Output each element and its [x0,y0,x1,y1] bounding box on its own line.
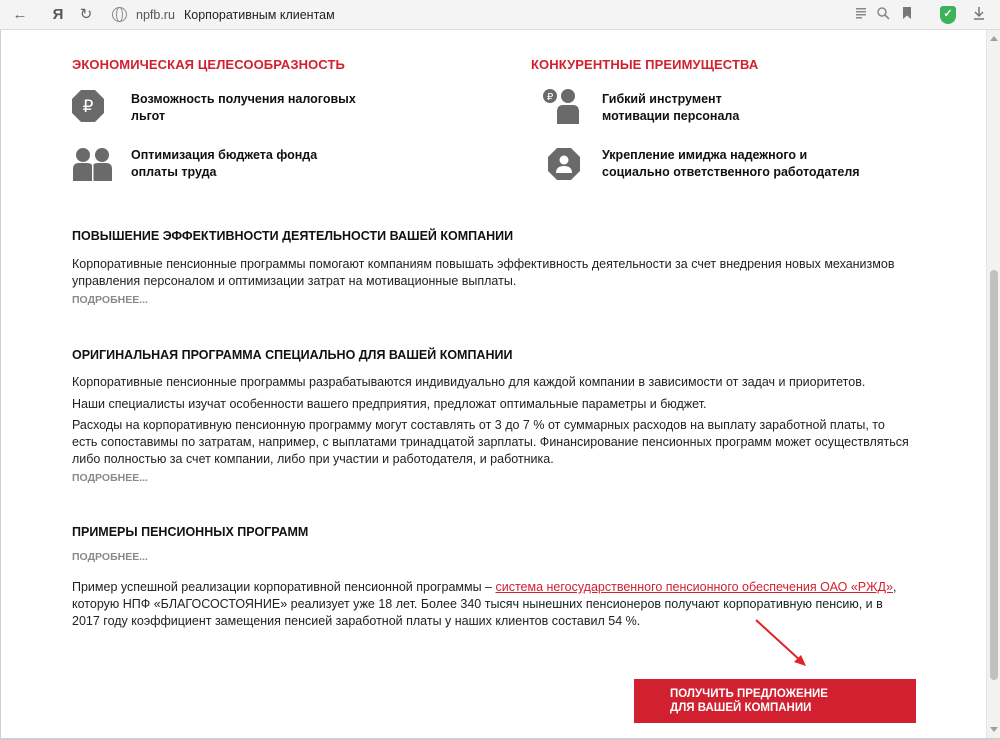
original-more-link[interactable]: ПОДРОБНЕЕ... [72,472,148,484]
get-offer-button[interactable] [634,679,916,723]
feature-motivation [602,91,739,125]
feature-tax-benefits [131,91,356,125]
url-domain[interactable]: npfb.ru [136,8,175,22]
two-people-icon [71,147,115,181]
feature-line: льгот [131,109,166,123]
scroll-up-arrow-icon[interactable] [990,36,998,41]
yandex-logo-icon[interactable]: Я [52,6,64,23]
feature-employer-image [602,147,860,181]
original-paragraph-2: Наши специалисты изучат особенности вашего предприятия, предложат оптимальные параметры и бюджет. [72,397,707,411]
feature-line: Возможность получения налоговых [131,92,356,106]
feature-payroll-optimization [131,147,317,181]
protect-shield-icon[interactable]: ✓ [940,6,956,24]
back-arrow-icon[interactable]: ← [12,6,28,23]
competitive-heading: КОНКУРЕНТНЫЕ ПРЕИМУЩЕСТВА [531,57,759,72]
browser-toolbar [0,0,1000,30]
feature-line: Укрепление имиджа надежного и [602,148,808,162]
original-paragraph-1: Корпоративные пенсионные программы разрабатываются индивидуально для каждой компании в зависимости от задач и приоритетов. [72,375,866,389]
download-icon[interactable] [970,6,988,24]
globe-icon [112,7,127,22]
reload-icon[interactable]: ↻ [79,6,93,23]
ruble-person-icon [541,88,581,124]
ruble-octagon-icon [71,89,105,123]
scroll-down-arrow-icon[interactable] [990,727,998,732]
feature-line: социально ответственного работодателя [602,165,860,179]
scrollbar-thumb[interactable] [990,270,998,680]
feature-line: Оптимизация бюджета фонда [131,148,318,162]
reader-mode-icon[interactable] [852,6,870,24]
examples-text-after: , которую НПФ «БЛАГОСОСТОЯНИЕ» реализует уже 18 лет. Более 340 тысяч нынешних пенсионеров получают корпоративную пенсию, и в 2017 году коэффициент замещения пенсией заработной платы у наших клиентов составил 54 %. [72,580,897,628]
bookmark-icon[interactable] [898,6,916,24]
ruble-glyph: ₽ [82,97,94,117]
feature-line: мотивации персонала [602,109,740,123]
window-frame-left [0,30,1,740]
feature-line: оплаты труда [131,165,217,179]
economic-heading: ЭКОНОМИЧЕСКАЯ ЦЕЛЕСООБРАЗНОСТЬ [72,57,345,72]
vertical-scrollbar[interactable] [986,30,1000,738]
rzd-program-link[interactable]: система негосударственного пенсионного обеспечения ОАО «РЖД» [495,580,893,594]
annotation-arrow-icon [752,617,812,669]
cta-line: ПОЛУЧИТЬ ПРЕДЛОЖЕНИЕ [670,688,828,700]
efficiency-section-title: ПОВЫШЕНИЕ ЭФФЕКТИВНОСТИ ДЕЯТЕЛЬНОСТИ ВАШЕЙ КОМПАНИИ [72,229,514,243]
original-paragraph-3: Расходы на корпоративную пенсионную программу могут составлять от 3 до 7 % от суммарных расходов на выплату заработной платы, то есть сопоставимы по затратам, например, с выплатами тринадцатой зарплаты. Финансирование пенсионных программ может осуществляться либо полностью за счет компании, либо при участии и работодателя, и работника. [72,418,909,466]
cta-line: ДЛЯ ВАШЕЙ КОМПАНИИ [670,702,812,714]
feature-line: Гибкий инструмент [602,92,722,106]
efficiency-paragraph: Корпоративные пенсионные программы помогают компаниям повышать эффективность деятельности за счет внедрения новых механизмов управления персоналом и оптимизации затрат на мотивационные выплаты. [72,257,895,288]
url-page-title[interactable]: Корпоративным клиентам [184,8,335,22]
examples-more-link[interactable]: ПОДРОБНЕЕ... [72,551,148,563]
efficiency-more-link[interactable]: ПОДРОБНЕЕ... [72,294,148,306]
person-octagon-icon [547,147,581,181]
ruble-glyph: ₽ [546,92,554,103]
examples-section-title: ПРИМЕРЫ ПЕНСИОННЫХ ПРОГРАММ [72,525,309,539]
search-icon[interactable] [874,6,892,24]
original-section-title: ОРИГИНАЛЬНАЯ ПРОГРАММА СПЕЦИАЛЬНО ДЛЯ ВАШЕЙ КОМПАНИИ [72,348,513,362]
examples-text-before: Пример успешной реализации корпоративной пенсионной программы – [72,580,496,594]
